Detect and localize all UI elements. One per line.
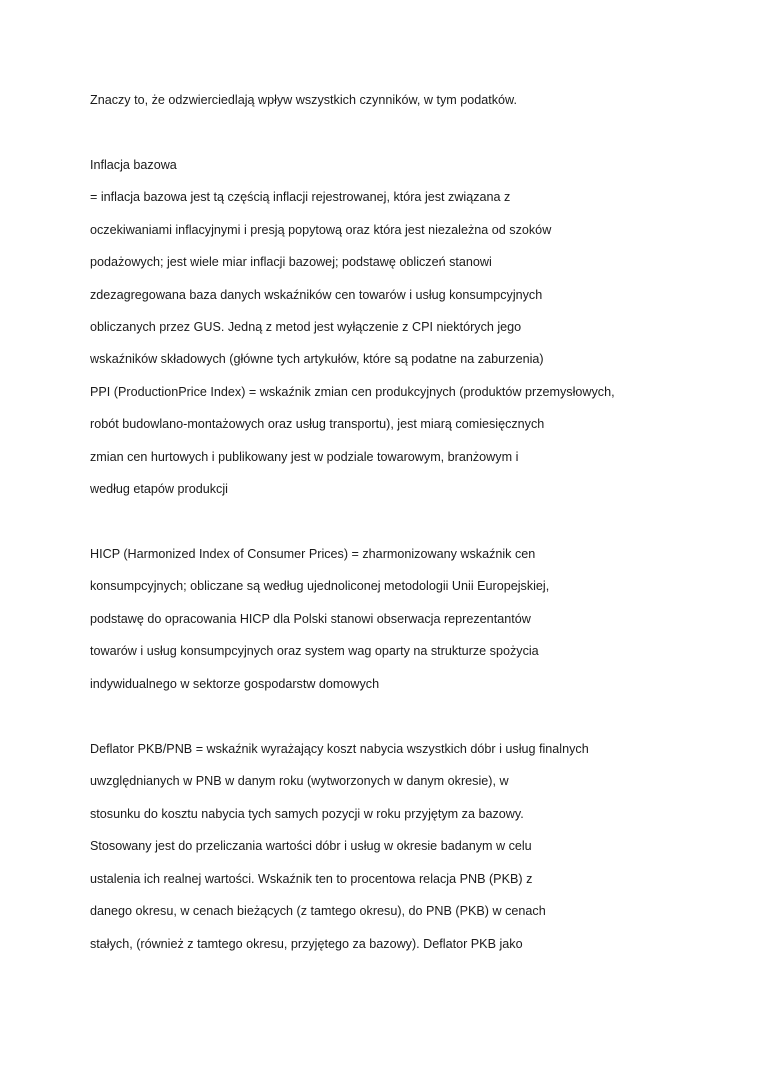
text-line: Znaczy to, że odzwierciedlają wpływ wszystkich czynników, w tym podatków. xyxy=(90,93,517,107)
text-line: konsumpcyjnych; obliczane są według ujednoliconej metodologii Unii Europejskiej, xyxy=(90,579,550,593)
heading-inflacja-bazowa: Inflacja bazowa xyxy=(90,158,177,172)
text-line: zdezagregowana baza danych wskaźników cen towarów i usług konsumpcyjnych xyxy=(90,288,543,302)
text-line: wskaźników składowych (główne tych artykułów, które są podatne na zaburzenia) xyxy=(90,352,544,366)
text-line: towarów i usług konsumpcyjnych oraz system wag oparty na strukturze spożycia xyxy=(90,644,539,658)
text-line: = inflacja bazowa jest tą częścią inflacji rejestrowanej, która jest związana z xyxy=(90,190,511,204)
text-line: Stosowany jest do przeliczania wartości dóbr i usług w okresie badanym w celu xyxy=(90,839,532,853)
text-line: stałych, (również z tamtego okresu, przyjętego za bazowy). Deflator PKB jako xyxy=(90,937,523,951)
text-line: podażowych; jest wiele miar inflacji bazowej; podstawę obliczeń stanowi xyxy=(90,255,492,269)
text-line: uwzględnianych w PNB w danym roku (wytworzonych w danym okresie), w xyxy=(90,774,509,788)
text-line: ustalenia ich realnej wartości. Wskaźnik ten to procentowa relacja PNB (PKB) z xyxy=(90,872,533,886)
text-line: indywidualnego w sektorze gospodarstw domowych xyxy=(90,677,380,691)
text-line: obliczanych przez GUS. Jedną z metod jest wyłączenie z CPI niektórych jego xyxy=(90,320,522,334)
text-line: HICP (Harmonized Index of Consumer Prices) = zharmonizowany wskaźnik cen xyxy=(90,547,536,561)
text-line: oczekiwaniami inflacyjnymi i presją popytową oraz która jest niezależna od szoków xyxy=(90,223,552,237)
text-line: Deflator PKB/PNB = wskaźnik wyrażający koszt nabycia wszystkich dóbr i usług finalnych xyxy=(90,742,589,756)
text-line: PPI (ProductionPrice Index) = wskaźnik zmian cen produkcyjnych (produktów przemysłowych, xyxy=(90,385,615,399)
text-line: danego okresu, w cenach bieżących (z tamtego okresu), do PNB (PKB) w cenach xyxy=(90,904,546,918)
text-line: podstawę do opracowania HICP dla Polski stanowi obserwacja reprezentantów xyxy=(90,612,531,626)
text-line: według etapów produkcji xyxy=(90,482,228,496)
text-line: robót budowlano-montażowych oraz usług transportu), jest miarą comiesięcznych xyxy=(90,417,545,431)
text-line: zmian cen hurtowych i publikowany jest w podziale towarowym, branżowym i xyxy=(90,450,519,464)
text-line: stosunku do kosztu nabycia tych samych pozycji w roku przyjętym za bazowy. xyxy=(90,807,524,821)
